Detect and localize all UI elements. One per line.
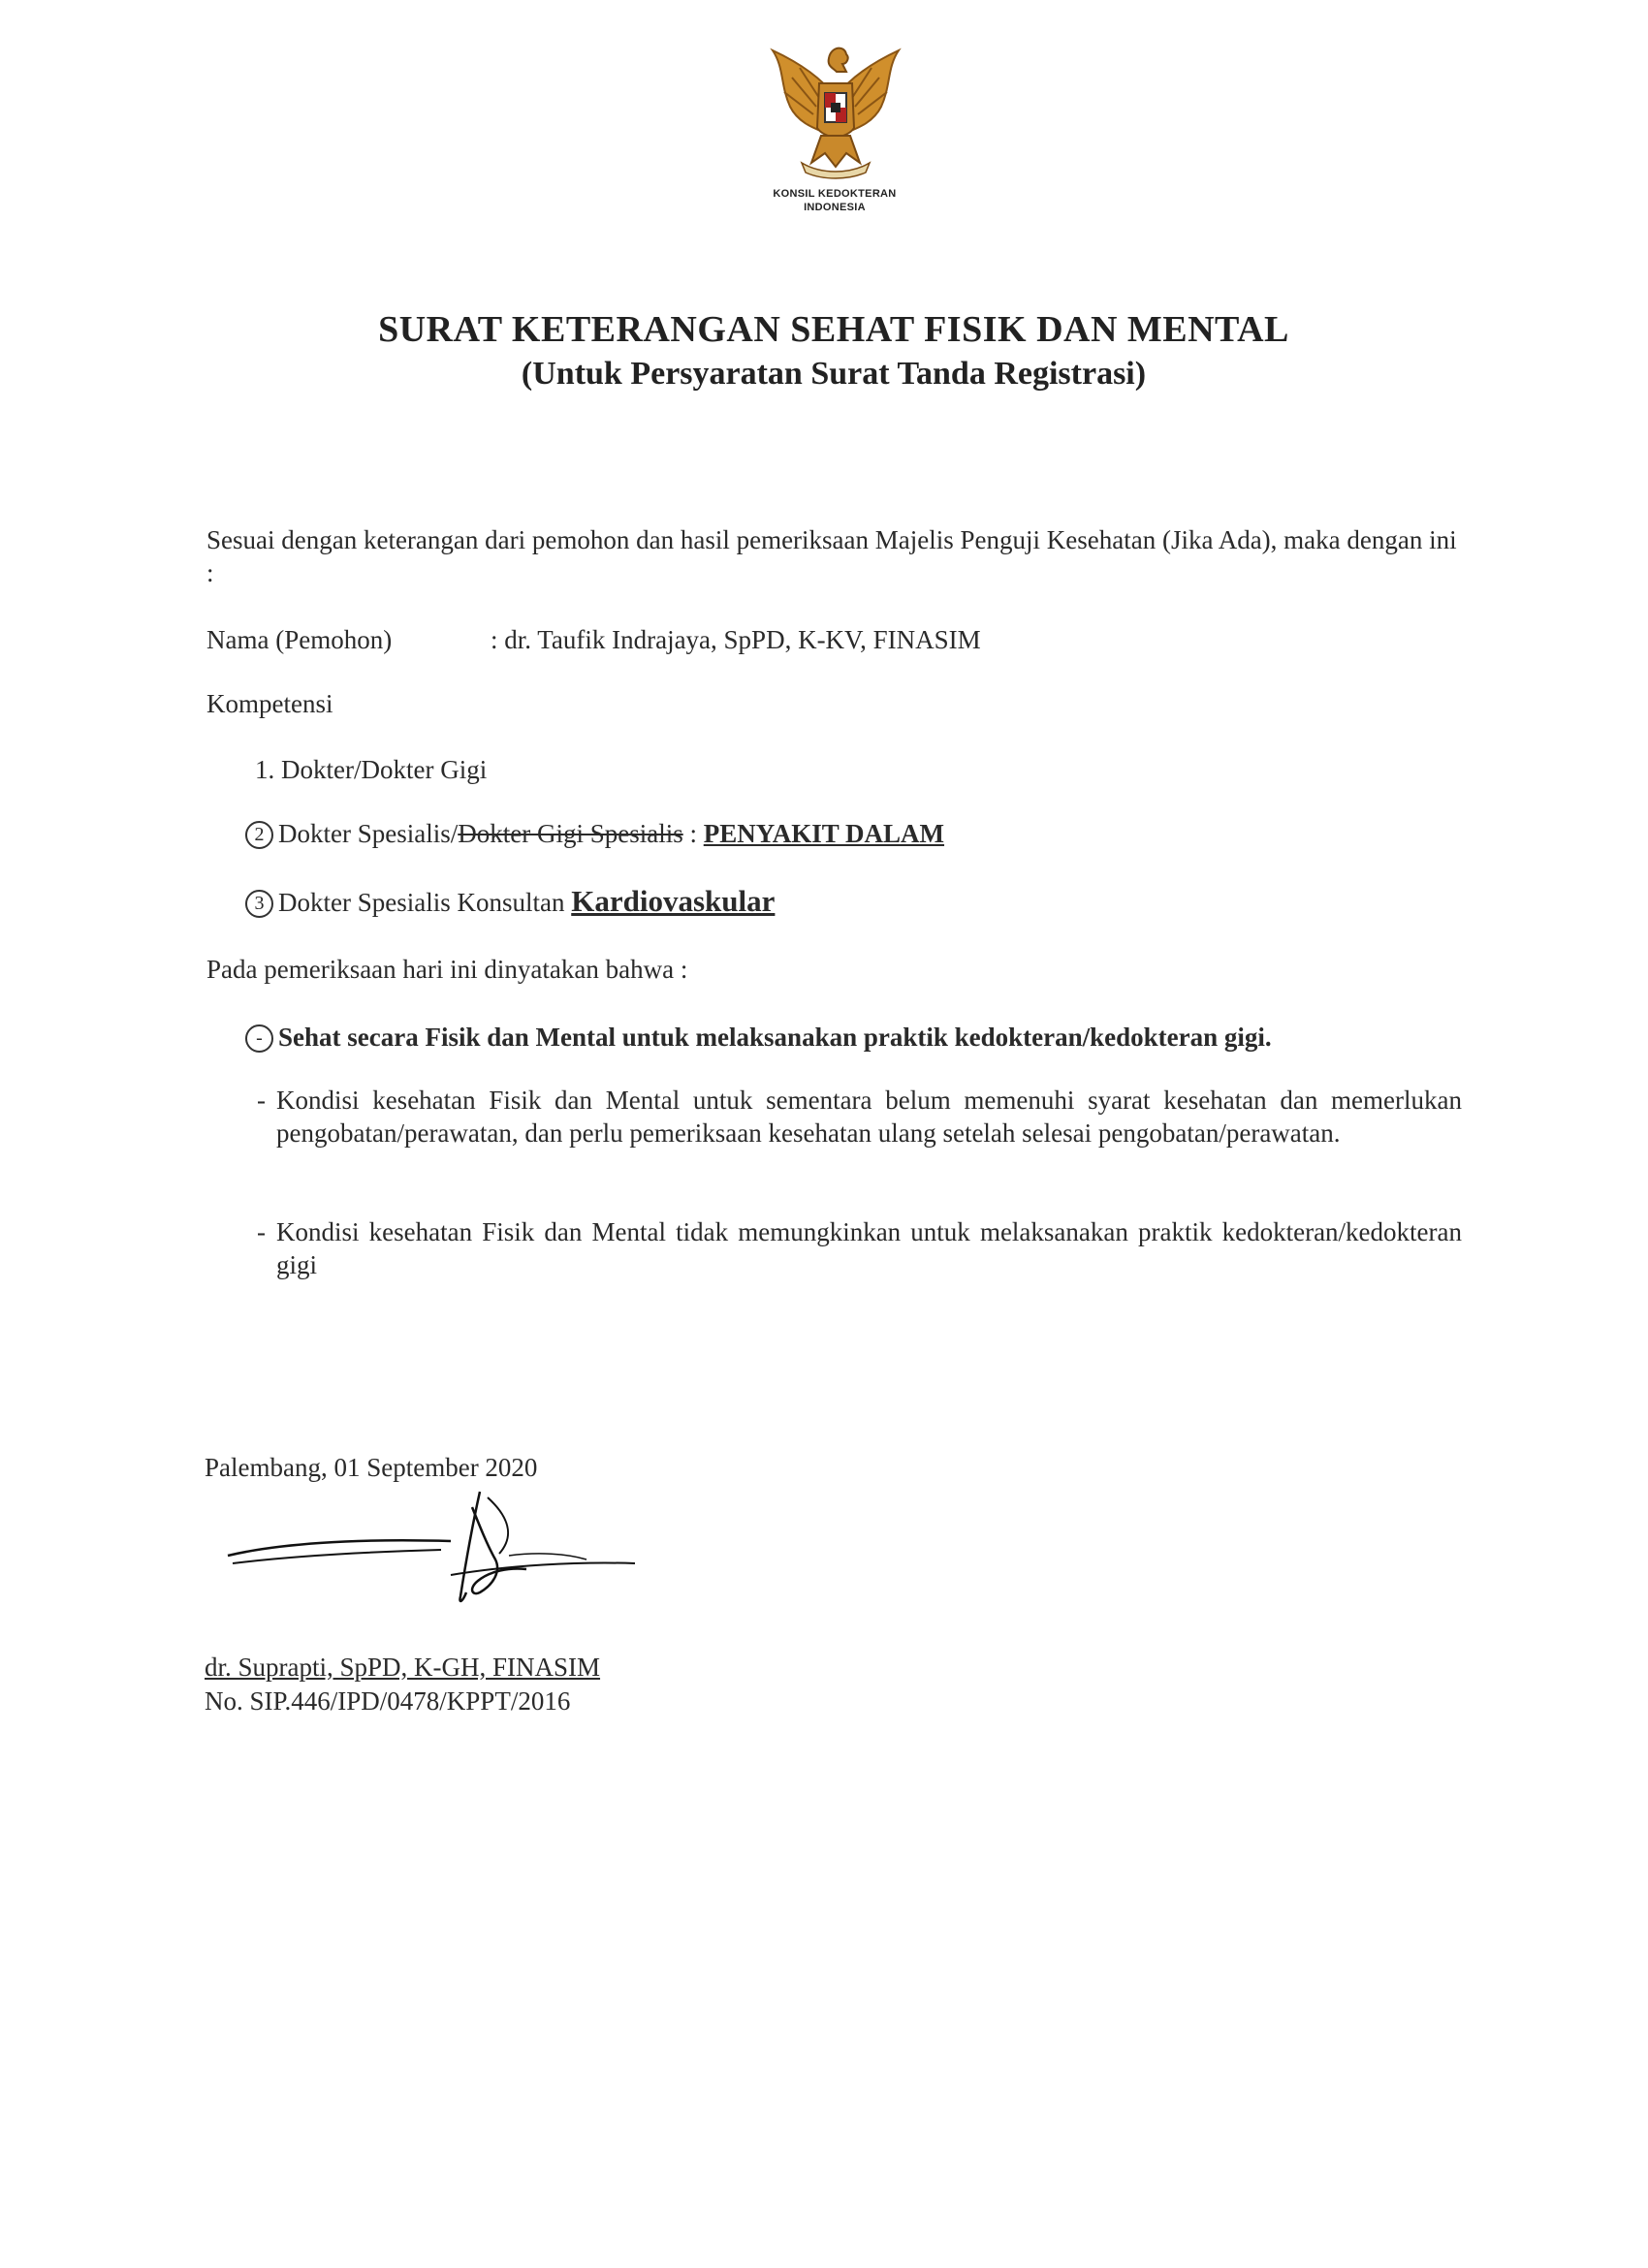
applicant-name: : dr. Taufik Indrajaya, SpPD, K-KV, FINASIM: [491, 625, 981, 654]
handwritten-signature: [218, 1488, 645, 1638]
organization-name-line1: KONSIL KEDOKTERAN: [773, 188, 897, 200]
finding-selected: [245, 1021, 1272, 1054]
circled-number-3: 3: [245, 890, 273, 918]
finding-option-a: [257, 1084, 1462, 1150]
competence-item-3-label: Dokter Spesialis Konsultan: [278, 888, 572, 917]
finding-option-a-dash: -: [257, 1086, 266, 1115]
finding-option-b-text: Kondisi kesehatan Fisik dan Mental tidak memungkinkan untuk melaksanakan praktik kedokteran/kedokteran gigi: [276, 1217, 1462, 1279]
competence-consultant: Kardiovaskular: [571, 884, 776, 918]
finding-option-b: [257, 1215, 1462, 1281]
garuda-emblem-icon: [763, 39, 908, 184]
document-subtitle: (Untuk Persyaratan Surat Tanda Registrasi): [521, 356, 1147, 392]
intro-paragraph: Sesuai dengan keterangan dari pemohon dan hasil pemeriksaan Majelis Penguji Kesehatan (Jika Ada), maka dengan ini :: [206, 525, 1457, 587]
competence-item-2-struck: Dokter Gigi Spesialis: [458, 819, 683, 848]
circled-dash-marker: -: [245, 1024, 273, 1053]
finding-option-b-dash: -: [257, 1217, 266, 1246]
circled-number-2: 2: [245, 821, 273, 849]
signer-name: dr. Suprapti, SpPD, K-GH, FINASIM: [205, 1653, 601, 1682]
findings-intro: Pada pemeriksaan hari ini dinyatakan bahwa :: [206, 955, 688, 984]
competence-heading: Kompetensi: [206, 689, 333, 718]
signer-license-number: No. SIP.446/IPD/0478/KPPT/2016: [205, 1686, 571, 1716]
competence-specialty: PENYAKIT DALAM: [703, 819, 945, 848]
place-and-date: Palembang, 01 September 2020: [205, 1453, 538, 1482]
document-title: SURAT KETERANGAN SEHAT FISIK DAN MENTAL: [378, 309, 1289, 350]
competence-item-2-separator: :: [682, 819, 704, 848]
competence-item-1: 1. Dokter/Dokter Gigi: [255, 755, 488, 784]
finding-selected-text: Sehat secara Fisik dan Mental untuk melaksanakan praktik kedokteran/kedokteran gigi.: [278, 1023, 1272, 1052]
competence-item-3: [245, 885, 775, 919]
finding-option-a-text: Kondisi kesehatan Fisik dan Mental untuk sementara belum memenuhi syarat kesehatan dan memerlukan pengobatan/perawatan, dan perlu pemeriksaan kesehatan ulang setelah selesai pengobatan/perawatan.: [276, 1086, 1462, 1148]
competence-item-2: [245, 817, 944, 850]
applicant-label: Nama (Pemohon): [206, 625, 393, 654]
competence-item-2-label: Dokter Spesialis/: [278, 819, 459, 848]
organization-name: [679, 187, 991, 214]
organization-name-line2: INDONESIA: [804, 202, 866, 213]
